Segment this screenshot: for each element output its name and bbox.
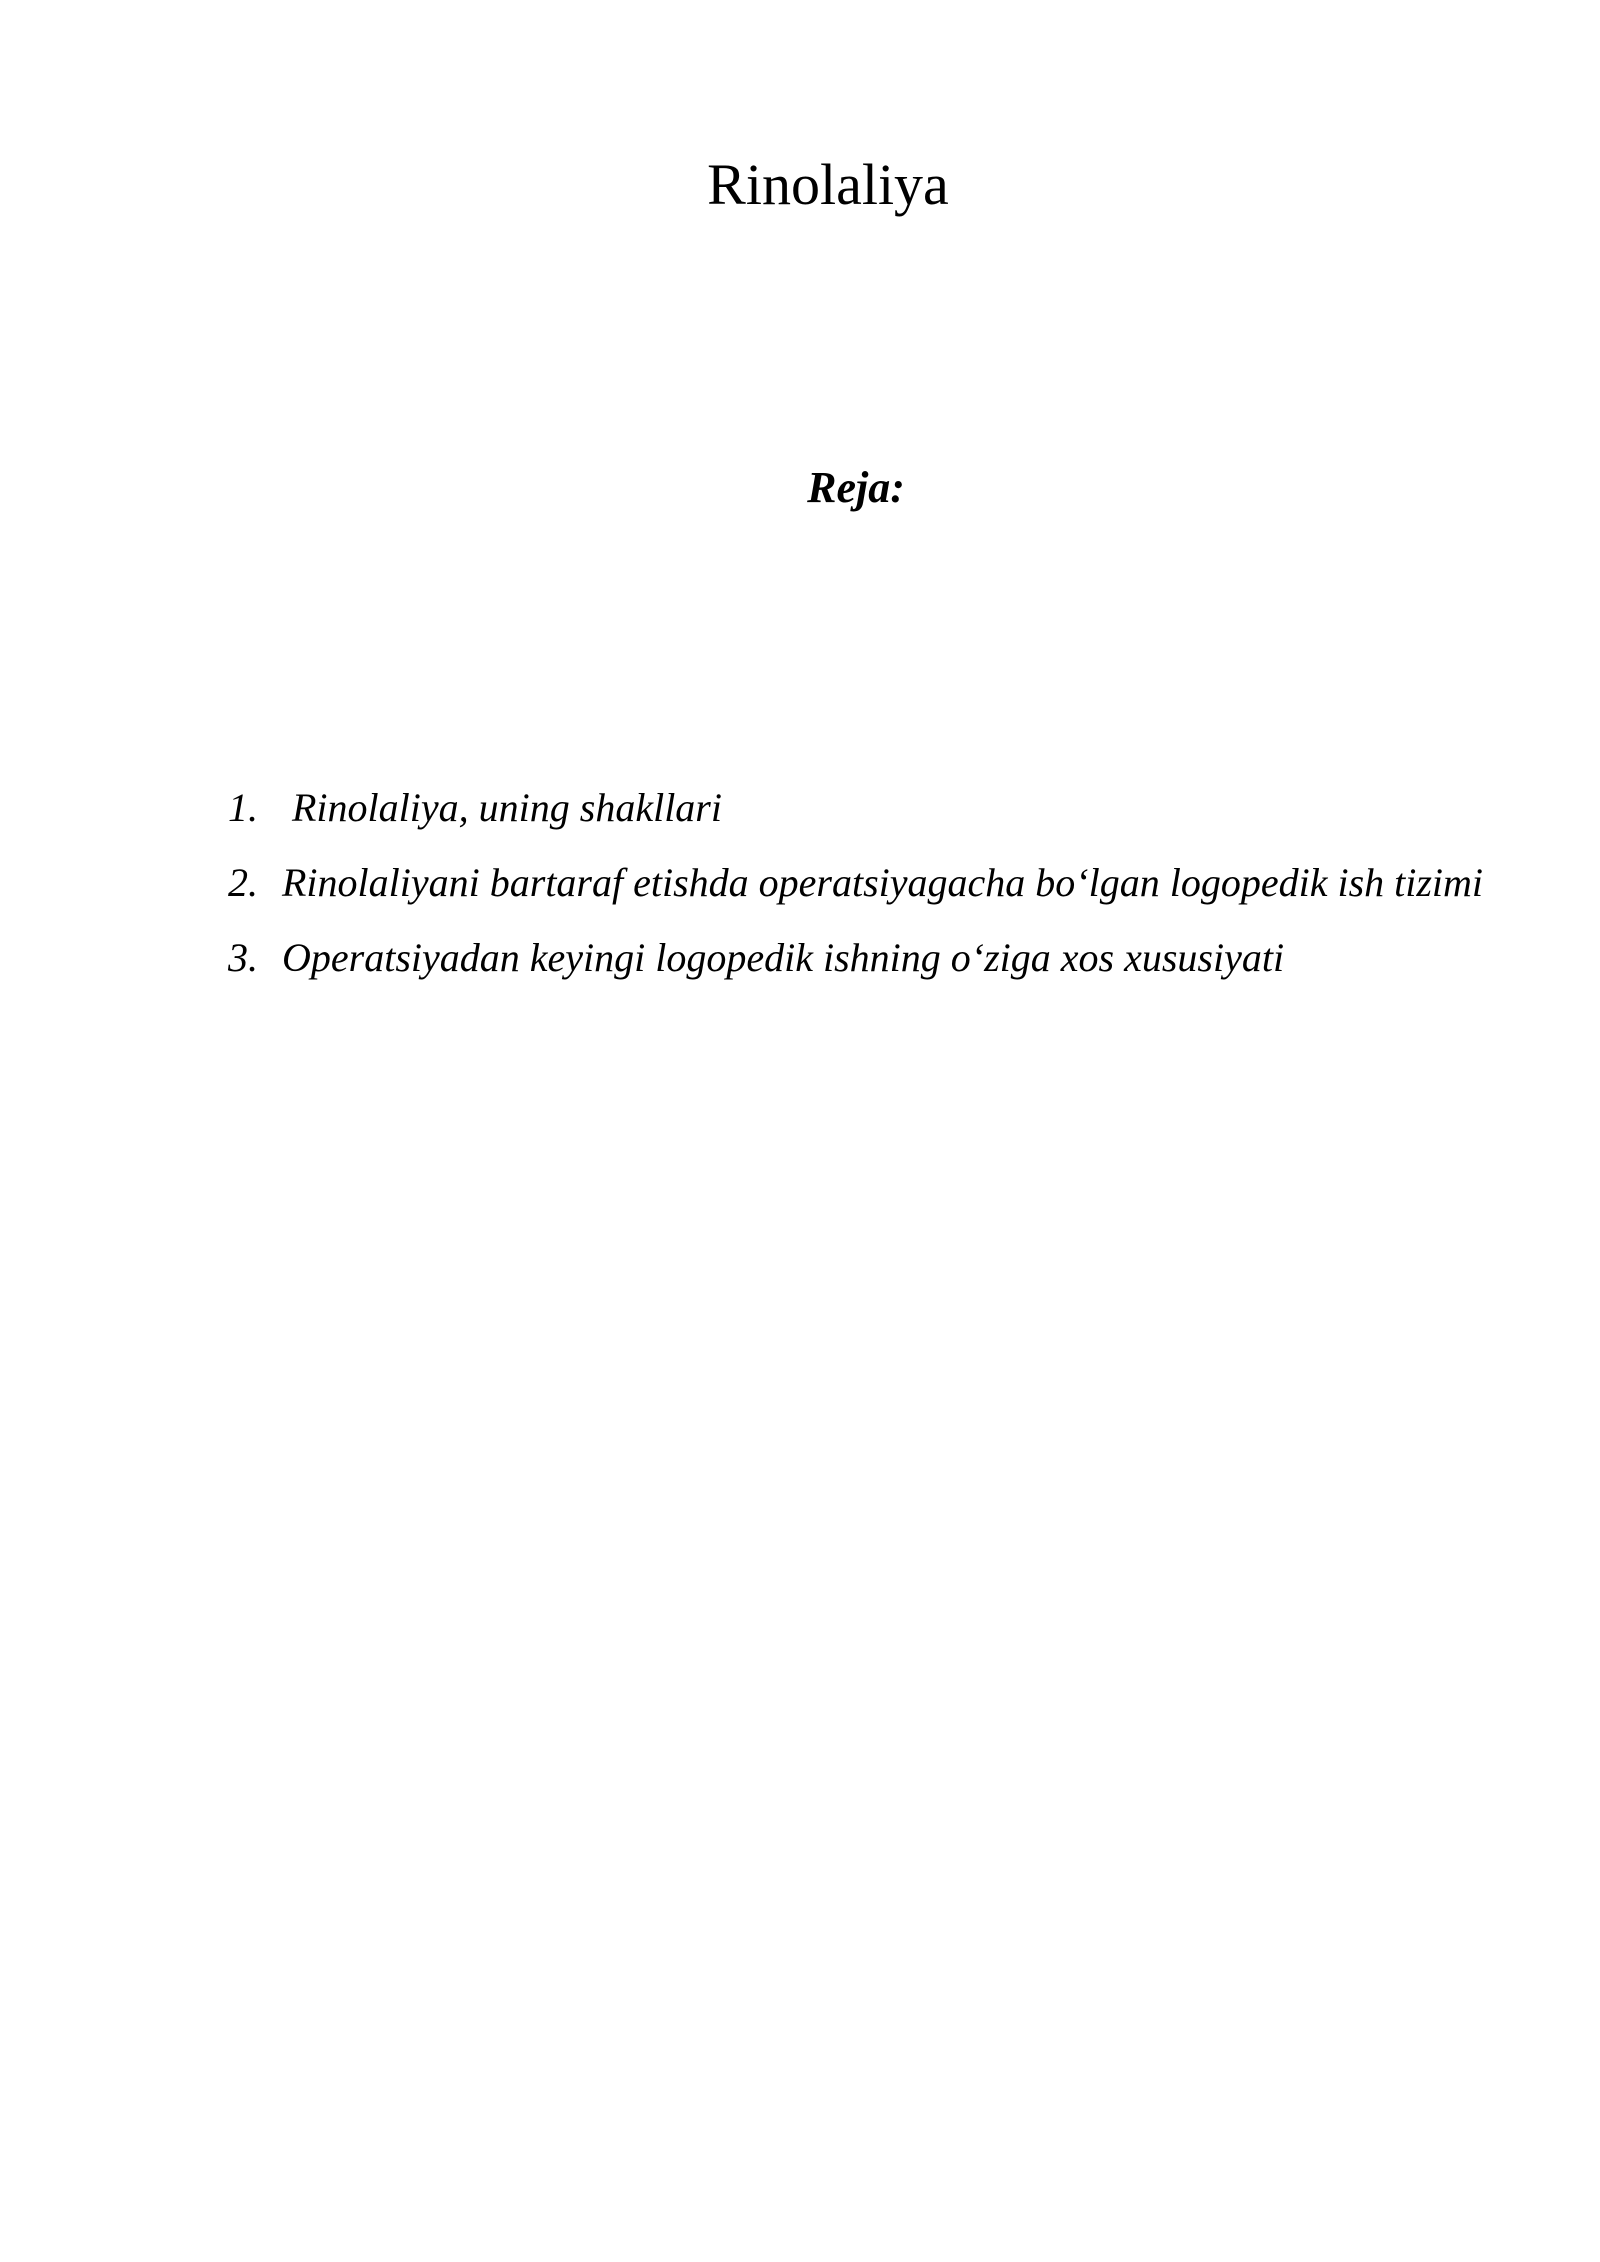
- plan-item-text: Rinolaliyani bartaraf etishda operatsiyagacha bo‘lgan logopedik ish tizimi: [282, 860, 1484, 905]
- plan-item-text: Rinolaliya, uning shakllari: [292, 785, 722, 830]
- plan-item-1: [228, 770, 1488, 845]
- plan-item-2: [228, 845, 1488, 920]
- plan-list: [228, 770, 1488, 995]
- plan-item-number: 2.: [228, 860, 258, 905]
- plan-item-number: 1.: [228, 785, 258, 830]
- plan-item-3: [228, 920, 1488, 995]
- plan-heading: Reja:: [807, 463, 905, 512]
- plan-item-text: Operatsiyadan keyingi logopedik ishning o‘ziga xos xususiyati: [282, 935, 1285, 980]
- plan-item-number: 3.: [228, 935, 258, 980]
- document-title: Rinolaliya: [707, 152, 949, 217]
